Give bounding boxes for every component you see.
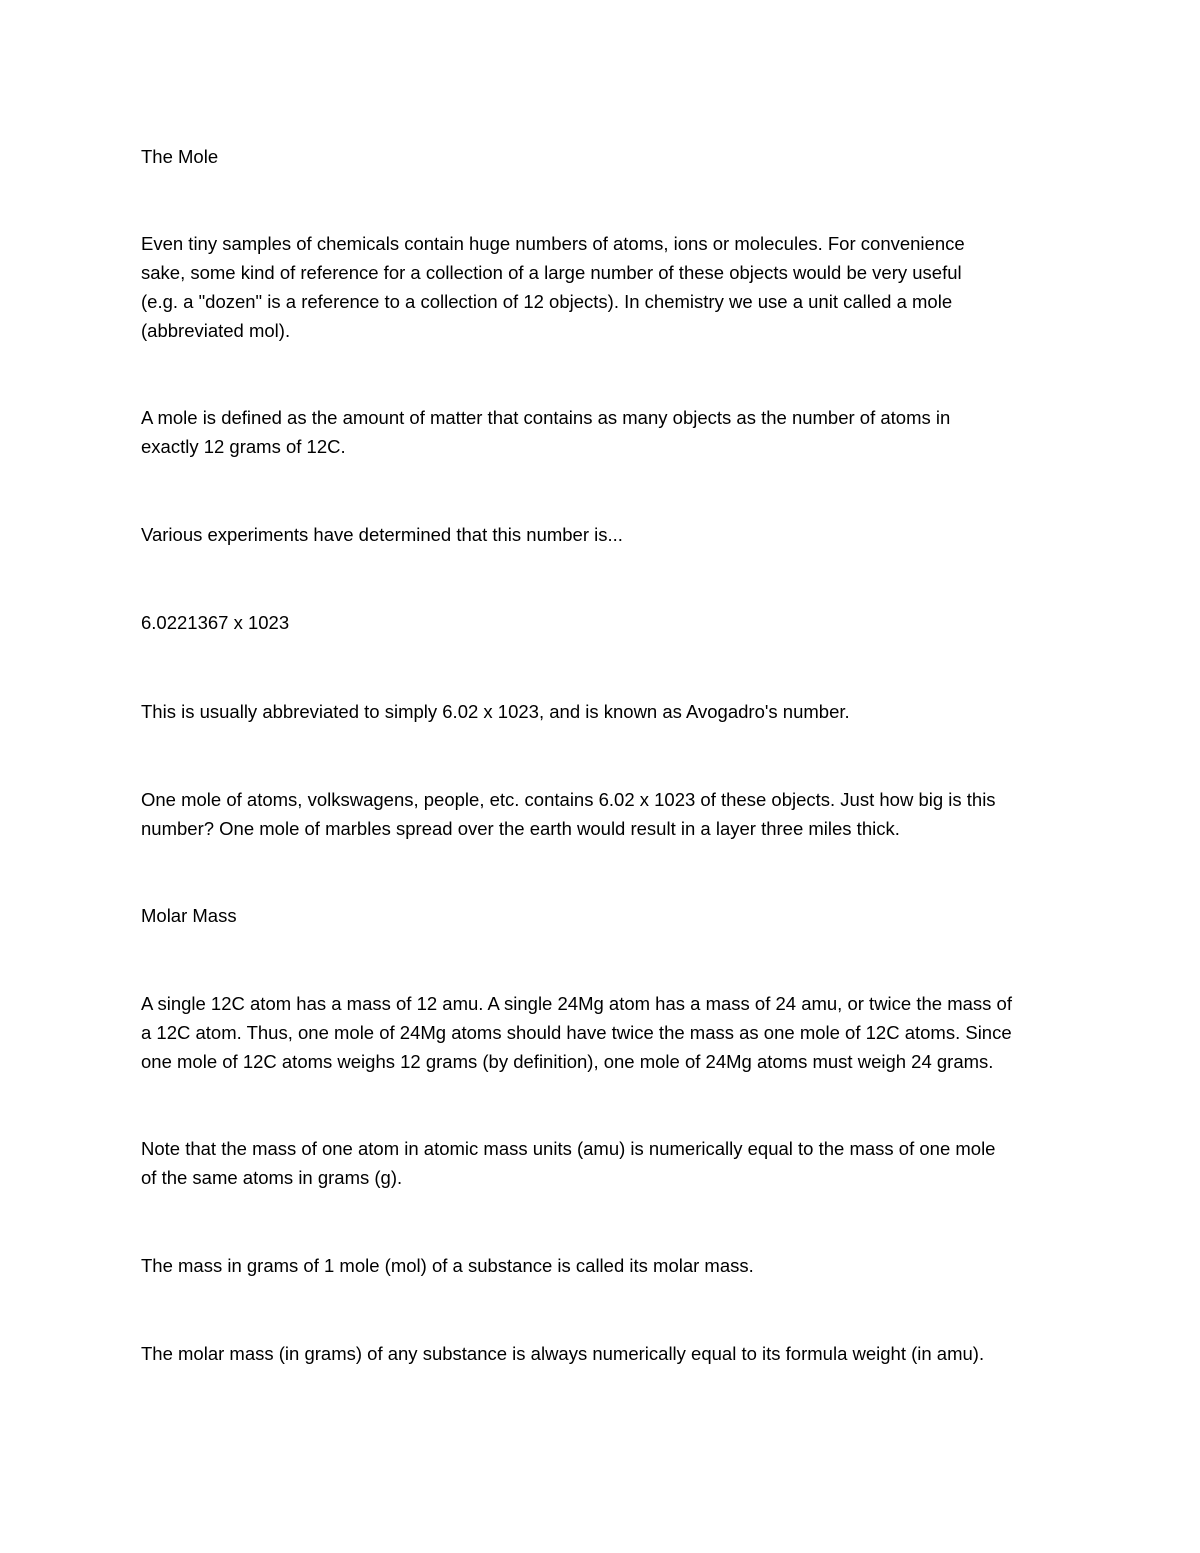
paragraph-line: one mole of 12C atoms weighs 12 grams (by definition), one mole of 24Mg atoms must weigh 24 grams.	[141, 1051, 994, 1072]
paragraph-molar-mass-definition	[141, 1251, 1071, 1280]
paragraph-avogadro-abbreviation	[141, 697, 1071, 726]
paragraph-line: sake, some kind of reference for a collection of a large number of these objects would be very useful	[141, 262, 962, 283]
heading-text: Molar Mass	[141, 905, 237, 926]
heading-molar-mass	[141, 901, 1071, 930]
paragraph-avogadro-value	[141, 608, 1071, 637]
paragraph-intro	[141, 229, 1071, 345]
paragraph-line: of the same atoms in grams (g).	[141, 1167, 403, 1188]
paragraph-molar-mass-equality	[141, 1339, 1071, 1368]
paragraph-line: A mole is defined as the amount of matter that contains as many objects as the number of atoms in	[141, 407, 951, 428]
paragraph-line: Even tiny samples of chemicals contain huge numbers of atoms, ions or molecules. For convenience	[141, 233, 965, 254]
paragraph-mole-definition	[141, 403, 1071, 461]
paragraph-line: (e.g. a "dozen" is a reference to a collection of 12 objects). In chemistry we use a unit called a mole	[141, 291, 953, 312]
paragraph-line: The molar mass (in grams) of any substance is always numerically equal to its formula weight (in amu).	[141, 1343, 985, 1364]
heading-text: The Mole	[141, 146, 219, 167]
paragraph-amu-note	[141, 1134, 1071, 1192]
paragraph-one-mole-example	[141, 785, 1071, 843]
heading-the-mole	[141, 142, 1071, 171]
paragraph-line: One mole of atoms, volkswagens, people, etc. contains 6.02 x 1023 of these objects. Just how big is this	[141, 789, 996, 810]
paragraph-line: (abbreviated mol).	[141, 320, 291, 341]
paragraph-line: The mass in grams of 1 mole (mol) of a substance is called its molar mass.	[141, 1255, 754, 1276]
paragraph-line: This is usually abbreviated to simply 6.02 x 1023, and is known as Avogadro's number.	[141, 701, 850, 722]
paragraph-line: exactly 12 grams of 12C.	[141, 436, 346, 457]
paragraph-line: 6.0221367 x 1023	[141, 612, 290, 633]
paragraph-atom-mass-comparison	[141, 989, 1071, 1076]
paragraph-line: number? One mole of marbles spread over the earth would result in a layer three miles thick.	[141, 818, 900, 839]
paragraph-line: a 12C atom. Thus, one mole of 24Mg atoms should have twice the mass as one mole of 12C atoms. Since	[141, 1022, 1012, 1043]
paragraph-line: Note that the mass of one atom in atomic mass units (amu) is numerically equal to the mass of one mole	[141, 1138, 996, 1159]
paragraph-experiments	[141, 520, 1071, 549]
paragraph-line: Various experiments have determined that this number is...	[141, 524, 623, 545]
paragraph-line: A single 12C atom has a mass of 12 amu. A single 24Mg atom has a mass of 24 amu, or twice the mass of	[141, 993, 1012, 1014]
